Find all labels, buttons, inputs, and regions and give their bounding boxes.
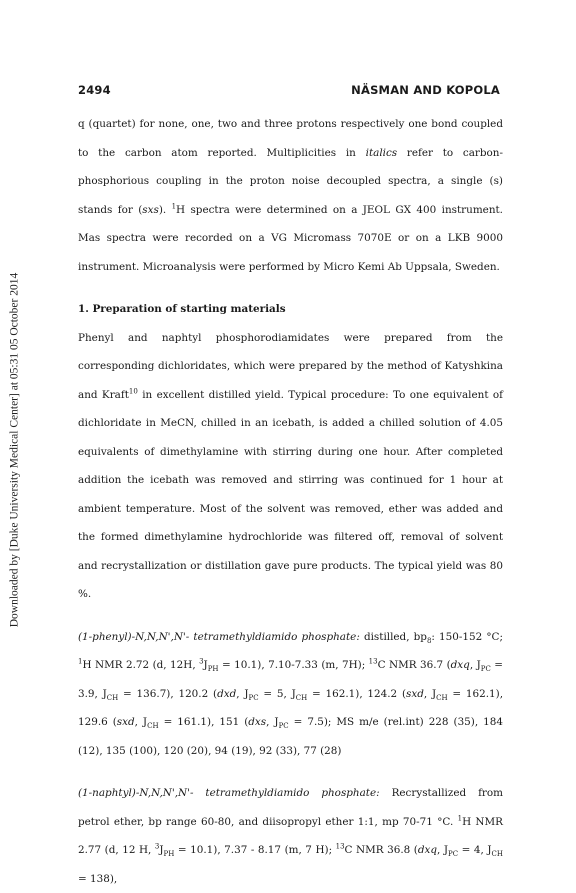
preparation-paragraph: Phenyl and naphtyl phosphorodiamidates were prepared from the corresponding dichloridates, which were prepared by the method of Katyshkina and Kraft$^{10}$ in excellent distilled yield. Typical procedure: To one equivalent of dichloridate in MeCN, chilled in an icebath, is added a chilled solution of 4.05 equivalents of dimethylamine with stirring during one hour. After completed addition the icebath was removed and stirring was continued for 1 hour at ambient temperature. Most of the solvent was removed, ether was added and the formed dimethylamine hydrochloride was filtered off, removal of solvent and recrystallization or distillation gave pure products. The typical yield was 80 %. xyxy=(78,331,503,600)
sxs-term: sxs xyxy=(142,203,159,216)
compound-naphtyl: (1-naphtyl)-N,N,N',N'- tetramethyldiamido phosphate: Recrystallized from petrol ether, bp range 60-80, and diisopropyl ether 1:1, mp 70-71 °C. $^1$H NMR 2.77 (d, 12 H, $^3J_{PH} = 10.1$), 7.37 - 8.17 (m, 7 H); $^{13}$C NMR 36.8 (dxq, $J_{PC} = 4$, $J_{CH} = 138$), xyxy=(78,787,503,885)
download-watermark xyxy=(6,130,22,770)
running-header xyxy=(78,83,500,97)
compound-phenyl: (1-phenyl)-N,N,N',N'- tetramethyldiamido phosphate: distilled, $bp_8$: 150-152 °C; $^1$H NMR 2.72 (d, 12H, $^3J_{PH} = 10.1$), 7.10-7.33 (m, 7H); $^{13}$C NMR 36.7 (dxq, $J_{PC} = 3.9$, $J_{CH} = 136.7$), 120.2 (dxd, $J_{PC} = 5$, $J_{CH} = 162.1$), 124.2 (sxd, $J_{CH} = 162.1$), 129.6 (sxd, $J_{CH} = 161.1$), 151 (dxs, $J_{PC} = 7.5$); MS m/e (rel.int) 228 (35), 184 (12), 135 (100), 120 (20), 94 (19), 92 (33), 77 (28) xyxy=(78,630,504,757)
authors: NÄSMAN AND KOPOLA xyxy=(351,83,500,97)
page-number: 2494 xyxy=(78,83,111,97)
compound-phenyl-name: (1-phenyl)-N,N,N',N'- tetramethyldiamido phosphate: xyxy=(78,630,360,643)
reference-number: 10 xyxy=(128,387,138,396)
compound-naphtyl-name: (1-naphtyl)-N,N,N',N'- tetramethyldiamido phosphate: xyxy=(78,787,380,799)
section-heading: 1. Preparation of starting materials xyxy=(78,303,286,315)
intro-paragraph: q (quartet) for none, one, two and three protons respectively one bond coupled to the carbon atom reported. Multiplicities in italics refer to carbon-phosphorious coupling in the proton noise decoupled spectra, a single (s) stands for (sxs). $^1$H spectra were determined on a JEOL GX 400 instrument. Mas spectra were recorded on a VG Micromass 7070E or on a LKB 9000 instrument. Microanalysis were performed by Micro Kemi Ab Uppsala, Sweden. xyxy=(78,118,503,273)
page-body xyxy=(78,110,503,893)
italics-word: italics xyxy=(365,146,398,159)
download-watermark-text: Downloaded by [Duke University Medical Center] at 05:31 05 October 2014 xyxy=(8,272,20,628)
